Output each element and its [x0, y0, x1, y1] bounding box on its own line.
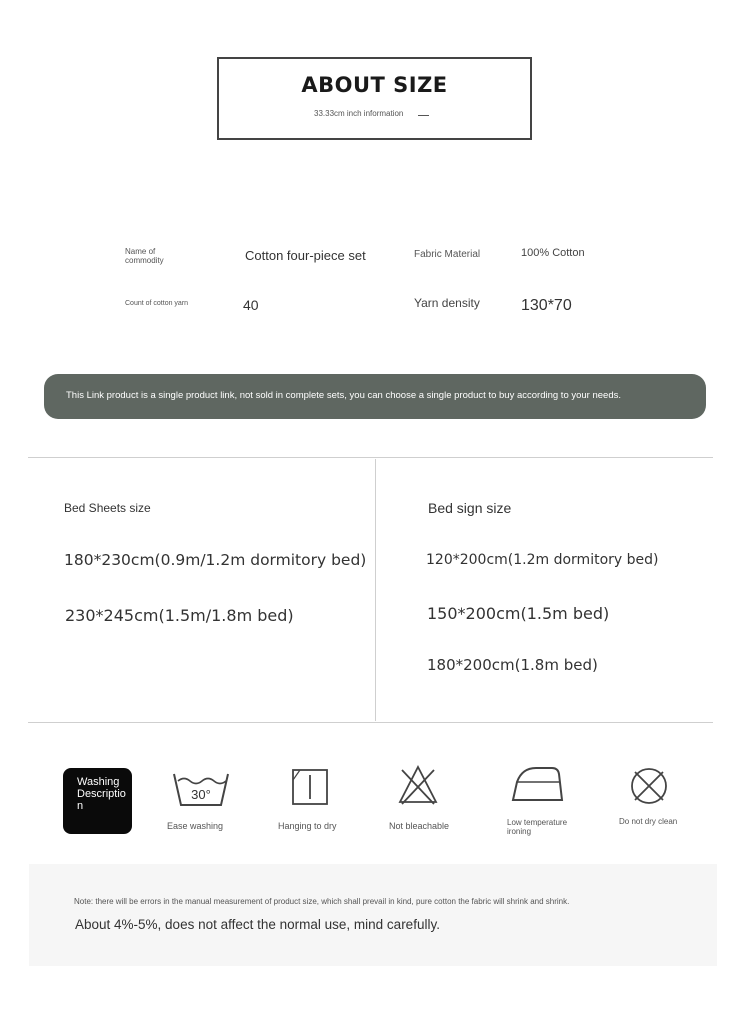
sign-size-item: 120*200cm(1.2m dormitory bed)	[426, 552, 659, 568]
sheets-size-title: Bed Sheets size	[64, 501, 151, 515]
care-label-not-bleachable: Not bleachable	[389, 821, 450, 831]
page-title: ABOUT SIZE	[301, 73, 448, 97]
sign-size-title: Bed sign size	[428, 500, 512, 516]
washing-description-badge	[63, 768, 132, 834]
wash-temp-label: 30°	[191, 787, 211, 802]
hang-dry-icon	[291, 768, 329, 806]
spec-fabric-value: 100% Cotton	[521, 247, 585, 259]
subtitle-dash	[418, 115, 429, 116]
care-label-ease-washing: Ease washing	[167, 821, 224, 831]
spec-density-label: Yarn density	[414, 296, 480, 310]
sign-size-item: 180*200cm(1.8m bed)	[427, 656, 598, 674]
care-label-no-dry-clean: Do not dry clean	[619, 817, 678, 826]
sheets-size-item: 180*230cm(0.9m/1.2m dormitory bed)	[64, 551, 367, 569]
spec-count-value: 40	[243, 297, 259, 313]
note-panel	[29, 864, 717, 966]
no-bleach-icon	[397, 764, 439, 806]
washing-description-text: Washing Description	[77, 776, 126, 812]
care-label-low-temp-ironing: Low temperature ironing	[507, 818, 568, 836]
sheets-size-item: 230*245cm(1.5m/1.8m bed)	[65, 606, 294, 625]
title-box	[217, 57, 532, 140]
page-subtitle: 33.33cm inch information	[314, 109, 404, 118]
wash-tub-icon	[172, 770, 230, 808]
care-label-hanging-to-dry: Hanging to dry	[278, 821, 337, 831]
spec-name-value: Cotton four-piece set	[245, 248, 366, 263]
spec-density-value: 130*70	[521, 297, 572, 314]
spec-fabric-label: Fabric Material	[414, 249, 481, 260]
spec-name-label: Name of commodity	[125, 247, 164, 265]
notice-banner	[44, 374, 706, 419]
note-line-2: About 4%-5%, does not affect the normal use, mind carefully.	[75, 917, 440, 932]
size-table-bottom-border	[28, 722, 713, 723]
no-dry-clean-icon	[629, 766, 669, 806]
size-table-divider	[375, 459, 376, 721]
iron-icon	[510, 764, 564, 804]
sign-size-item: 150*200cm(1.5m bed)	[427, 604, 610, 623]
spec-count-label: Count of cotton yarn	[125, 300, 189, 307]
size-table-top-border	[28, 457, 713, 458]
notice-text: This Link product is a single product link, not sold in complete sets, you can choose a single product to buy according to your needs.	[66, 390, 622, 401]
note-line-1: Note: there will be errors in the manual measurement of product size, which shall prevail in kind, pure cotton the fabric will shrink and shrink.	[74, 897, 570, 906]
